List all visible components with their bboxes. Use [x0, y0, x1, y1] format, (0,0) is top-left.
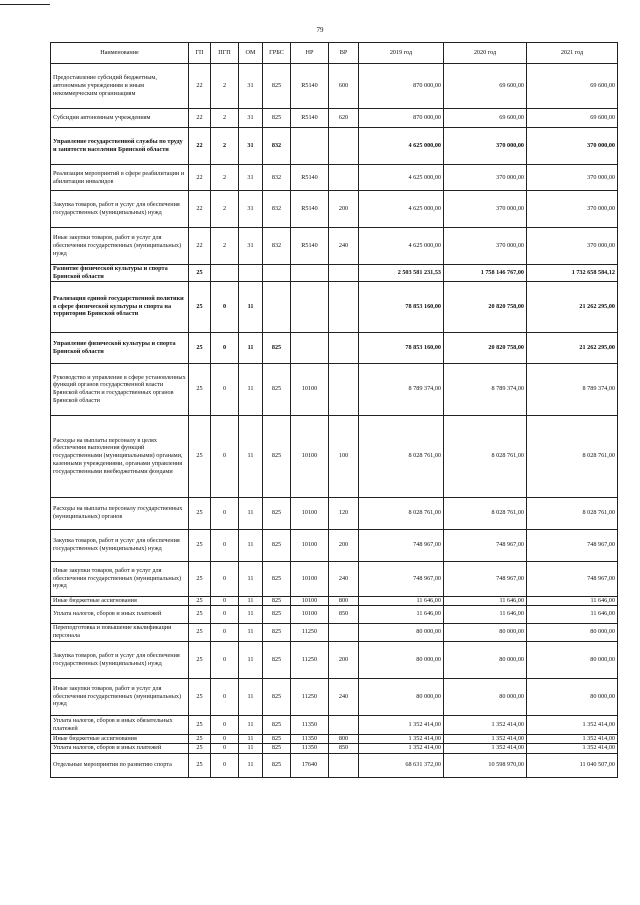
cell-om: 11	[239, 363, 263, 415]
cell-name: Иные закупки товаров, работ и услуг для обеспечения государственных (муниципальных) нужд	[51, 678, 189, 715]
cell-name: Управление физической культуры и спорта Брянской области	[51, 332, 189, 363]
cell-gp: 25	[189, 605, 211, 623]
cell-pgp: 0	[211, 596, 239, 605]
header-grbs: ГРБС	[263, 43, 291, 64]
cell-year-2019: 11 646,00	[359, 596, 444, 605]
cell-grbs: 832	[263, 228, 291, 265]
cell-pgp: 0	[211, 678, 239, 715]
corner-rule	[0, 4, 50, 5]
cell-grbs: 825	[263, 109, 291, 128]
cell-year-2021: 69 600,00	[527, 64, 618, 109]
cell-year-2019: 4 625 000,00	[359, 128, 444, 165]
cell-nr: 11350	[291, 734, 329, 743]
cell-pgp: 0	[211, 415, 239, 497]
cell-name: Предоставление субсидий бюджетным, автономным учреждениям и иным некоммерческим организациям	[51, 64, 189, 109]
cell-year-2020: 11 646,00	[444, 605, 527, 623]
cell-grbs	[263, 265, 291, 282]
cell-gp: 25	[189, 363, 211, 415]
cell-nr: 11250	[291, 623, 329, 641]
cell-grbs: 825	[263, 678, 291, 715]
cell-year-2019: 4 625 000,00	[359, 165, 444, 191]
cell-year-2020: 1 352 414,00	[444, 715, 527, 734]
header-name: Наименование	[51, 43, 189, 64]
cell-grbs	[263, 281, 291, 332]
cell-vr	[329, 332, 359, 363]
cell-nr: 10100	[291, 529, 329, 561]
cell-pgp: 0	[211, 753, 239, 777]
cell-pgp: 0	[211, 281, 239, 332]
cell-year-2020: 80 000,00	[444, 678, 527, 715]
cell-year-2020: 8 028 761,00	[444, 497, 527, 529]
cell-year-2021: 370 000,00	[527, 128, 618, 165]
cell-year-2019: 870 000,00	[359, 64, 444, 109]
cell-pgp: 0	[211, 561, 239, 596]
cell-name: Субсидии автономным учреждениям	[51, 109, 189, 128]
cell-pgp: 0	[211, 529, 239, 561]
cell-year-2021: 8 028 761,00	[527, 415, 618, 497]
cell-year-2019: 1 352 414,00	[359, 734, 444, 743]
cell-om: 31	[239, 64, 263, 109]
cell-year-2021: 80 000,00	[527, 623, 618, 641]
cell-year-2021: 69 600,00	[527, 109, 618, 128]
cell-year-2021: 1 732 658 584,12	[527, 265, 618, 282]
cell-year-2020: 370 000,00	[444, 128, 527, 165]
cell-year-2020: 370 000,00	[444, 191, 527, 228]
cell-om: 11	[239, 561, 263, 596]
cell-year-2019: 748 967,00	[359, 561, 444, 596]
cell-pgp: 0	[211, 623, 239, 641]
cell-nr: 10100	[291, 415, 329, 497]
cell-nr: 10100	[291, 605, 329, 623]
cell-name: Управление государственной службы по труду и занятости населения Брянской области	[51, 128, 189, 165]
cell-year-2020: 1 352 414,00	[444, 743, 527, 753]
cell-pgp: 0	[211, 641, 239, 678]
cell-vr: 850	[329, 743, 359, 753]
cell-pgp: 2	[211, 228, 239, 265]
header-om: ОМ	[239, 43, 263, 64]
cell-pgp: 0	[211, 734, 239, 743]
cell-grbs: 832	[263, 165, 291, 191]
cell-vr: 200	[329, 529, 359, 561]
cell-nr: 11350	[291, 715, 329, 734]
cell-name: Отдельные мероприятия по развитию спорта	[51, 753, 189, 777]
cell-year-2019: 8 028 761,00	[359, 415, 444, 497]
cell-grbs: 825	[263, 605, 291, 623]
cell-grbs: 825	[263, 596, 291, 605]
cell-pgp: 0	[211, 605, 239, 623]
cell-grbs: 825	[263, 561, 291, 596]
cell-year-2020: 8 789 374,00	[444, 363, 527, 415]
cell-vr: 620	[329, 109, 359, 128]
cell-gp: 25	[189, 561, 211, 596]
cell-pgp: 2	[211, 165, 239, 191]
cell-pgp: 0	[211, 743, 239, 753]
cell-grbs: 832	[263, 128, 291, 165]
cell-gp: 25	[189, 678, 211, 715]
cell-year-2019: 1 352 414,00	[359, 743, 444, 753]
cell-om: 31	[239, 109, 263, 128]
cell-year-2020: 1 352 414,00	[444, 734, 527, 743]
table-row	[51, 165, 618, 191]
cell-grbs: 825	[263, 715, 291, 734]
cell-gp: 25	[189, 281, 211, 332]
cell-gp: 22	[189, 191, 211, 228]
cell-nr	[291, 332, 329, 363]
table-row	[51, 191, 618, 228]
cell-name: Уплата налогов, сборов и иных платежей	[51, 605, 189, 623]
cell-name: Закупка товаров, работ и услуг для обеспечения государственных (муниципальных) нужд	[51, 191, 189, 228]
cell-name: Реализация единой государственной политики в сфере физической культуры и спорта на территории Брянской области	[51, 281, 189, 332]
cell-year-2020: 10 598 970,00	[444, 753, 527, 777]
cell-om: 11	[239, 497, 263, 529]
cell-year-2021: 1 352 414,00	[527, 734, 618, 743]
cell-name: Расходы на выплаты персоналу в целях обеспечения выполнения функций государственными (муниципальными) органами, казенными учреждениями, органами управления государственными внебюджетными фондами	[51, 415, 189, 497]
cell-pgp: 2	[211, 109, 239, 128]
cell-vr	[329, 753, 359, 777]
cell-year-2020: 370 000,00	[444, 165, 527, 191]
cell-om: 31	[239, 165, 263, 191]
cell-year-2020: 20 820 758,00	[444, 281, 527, 332]
cell-gp: 22	[189, 64, 211, 109]
cell-name: Иные закупки товаров, работ и услуг для обеспечения государственных (муниципальных) нужд	[51, 228, 189, 265]
cell-name: Иные закупки товаров, работ и услуг для обеспечения государственных (муниципальных) нужд	[51, 561, 189, 596]
cell-om	[239, 265, 263, 282]
table-row	[51, 265, 618, 282]
cell-year-2021: 370 000,00	[527, 228, 618, 265]
cell-om: 11	[239, 743, 263, 753]
table-row	[51, 109, 618, 128]
cell-om: 11	[239, 281, 263, 332]
table-row	[51, 734, 618, 743]
cell-nr: 10100	[291, 561, 329, 596]
cell-vr: 240	[329, 561, 359, 596]
cell-year-2019: 80 000,00	[359, 623, 444, 641]
cell-year-2021: 370 000,00	[527, 165, 618, 191]
budget-table	[50, 42, 618, 778]
cell-grbs: 825	[263, 641, 291, 678]
cell-nr	[291, 265, 329, 282]
cell-pgp: 0	[211, 497, 239, 529]
cell-year-2019: 78 853 160,00	[359, 281, 444, 332]
cell-year-2021: 21 262 295,00	[527, 332, 618, 363]
cell-nr: R5140	[291, 191, 329, 228]
table-row	[51, 715, 618, 734]
table-row	[51, 623, 618, 641]
cell-gp: 25	[189, 497, 211, 529]
cell-year-2019: 4 625 000,00	[359, 191, 444, 228]
cell-year-2019: 11 646,00	[359, 605, 444, 623]
table-row	[51, 228, 618, 265]
header-vr: ВР	[329, 43, 359, 64]
cell-year-2021: 11 646,00	[527, 596, 618, 605]
cell-grbs: 825	[263, 497, 291, 529]
header-pgp: ПГП	[211, 43, 239, 64]
cell-year-2020: 748 967,00	[444, 529, 527, 561]
cell-vr: 850	[329, 605, 359, 623]
cell-vr	[329, 281, 359, 332]
header-row	[51, 43, 618, 64]
cell-year-2019: 8 789 374,00	[359, 363, 444, 415]
cell-gp: 25	[189, 623, 211, 641]
cell-grbs: 825	[263, 753, 291, 777]
cell-name: Иные бюджетные ассигнования	[51, 596, 189, 605]
table-row	[51, 415, 618, 497]
table-row	[51, 64, 618, 109]
cell-year-2020: 8 028 761,00	[444, 415, 527, 497]
cell-year-2020: 11 646,00	[444, 596, 527, 605]
cell-name: Руководство и управление в сфере установленных функций органов государственной власти Брянской области и государственных органов Брянской области	[51, 363, 189, 415]
cell-om: 11	[239, 641, 263, 678]
cell-gp: 25	[189, 743, 211, 753]
cell-year-2020: 69 600,00	[444, 109, 527, 128]
cell-grbs: 825	[263, 415, 291, 497]
table-row	[51, 497, 618, 529]
cell-vr: 800	[329, 596, 359, 605]
cell-pgp: 2	[211, 128, 239, 165]
cell-vr	[329, 715, 359, 734]
cell-year-2020: 80 000,00	[444, 641, 527, 678]
table-row	[51, 281, 618, 332]
table-row	[51, 743, 618, 753]
cell-name: Закупка товаров, работ и услуг для обеспечения государственных (муниципальных) нужд	[51, 641, 189, 678]
cell-name: Реализация мероприятий в сфере реабилитации и абилитации инвалидов	[51, 165, 189, 191]
cell-vr: 240	[329, 228, 359, 265]
cell-nr: R5140	[291, 109, 329, 128]
table-row	[51, 561, 618, 596]
cell-year-2019: 8 028 761,00	[359, 497, 444, 529]
cell-year-2021: 11 040 507,00	[527, 753, 618, 777]
cell-pgp: 0	[211, 332, 239, 363]
cell-nr	[291, 281, 329, 332]
cell-vr: 120	[329, 497, 359, 529]
cell-pgp: 0	[211, 715, 239, 734]
cell-gp: 22	[189, 228, 211, 265]
cell-om: 11	[239, 596, 263, 605]
cell-year-2019: 748 967,00	[359, 529, 444, 561]
table-row	[51, 332, 618, 363]
cell-year-2019: 1 352 414,00	[359, 715, 444, 734]
cell-nr: R5140	[291, 228, 329, 265]
cell-vr	[329, 265, 359, 282]
cell-name: Расходы на выплаты персоналу государственных (муниципальных) органов	[51, 497, 189, 529]
cell-pgp	[211, 265, 239, 282]
cell-year-2021: 8 789 374,00	[527, 363, 618, 415]
cell-year-2019: 4 625 000,00	[359, 228, 444, 265]
cell-nr: 10100	[291, 363, 329, 415]
table-row	[51, 363, 618, 415]
cell-nr: 10100	[291, 596, 329, 605]
cell-pgp: 2	[211, 64, 239, 109]
cell-om: 31	[239, 191, 263, 228]
cell-year-2021: 11 646,00	[527, 605, 618, 623]
cell-year-2021: 8 028 761,00	[527, 497, 618, 529]
cell-gp: 25	[189, 265, 211, 282]
cell-pgp: 2	[211, 191, 239, 228]
cell-vr: 600	[329, 64, 359, 109]
cell-year-2020: 69 600,00	[444, 64, 527, 109]
cell-year-2019: 870 000,00	[359, 109, 444, 128]
cell-name: Иные бюджетные ассигнования	[51, 734, 189, 743]
cell-year-2021: 80 000,00	[527, 678, 618, 715]
cell-om: 11	[239, 753, 263, 777]
cell-grbs: 825	[263, 363, 291, 415]
cell-grbs: 825	[263, 623, 291, 641]
cell-vr	[329, 363, 359, 415]
cell-year-2019: 78 853 160,00	[359, 332, 444, 363]
cell-grbs: 825	[263, 529, 291, 561]
cell-year-2021: 370 000,00	[527, 191, 618, 228]
cell-grbs: 825	[263, 64, 291, 109]
cell-om: 11	[239, 678, 263, 715]
header-2019: 2019 год	[359, 43, 444, 64]
cell-nr: 11350	[291, 743, 329, 753]
cell-gp: 22	[189, 109, 211, 128]
cell-nr: 11250	[291, 678, 329, 715]
cell-vr: 200	[329, 641, 359, 678]
header-nr: НР	[291, 43, 329, 64]
cell-year-2019: 68 631 372,00	[359, 753, 444, 777]
cell-vr: 240	[329, 678, 359, 715]
table-row	[51, 678, 618, 715]
cell-name: Развитие физической культуры и спорта Брянской области	[51, 265, 189, 282]
cell-om: 11	[239, 332, 263, 363]
cell-grbs: 832	[263, 191, 291, 228]
cell-year-2021: 21 262 295,00	[527, 281, 618, 332]
cell-om: 11	[239, 734, 263, 743]
cell-year-2021: 1 352 414,00	[527, 743, 618, 753]
header-gp: ГП	[189, 43, 211, 64]
cell-gp: 22	[189, 165, 211, 191]
cell-gp: 25	[189, 715, 211, 734]
cell-year-2020: 1 758 146 767,00	[444, 265, 527, 282]
cell-gp: 22	[189, 128, 211, 165]
cell-nr	[291, 128, 329, 165]
cell-name: Уплата налогов, сборов и иных платежей	[51, 743, 189, 753]
cell-gp: 25	[189, 753, 211, 777]
cell-om: 11	[239, 623, 263, 641]
cell-om: 11	[239, 415, 263, 497]
cell-grbs: 825	[263, 743, 291, 753]
cell-year-2021: 748 967,00	[527, 561, 618, 596]
cell-year-2019: 80 000,00	[359, 678, 444, 715]
cell-pgp: 0	[211, 363, 239, 415]
cell-gp: 25	[189, 641, 211, 678]
cell-year-2019: 2 503 581 231,53	[359, 265, 444, 282]
cell-year-2020: 80 000,00	[444, 623, 527, 641]
cell-vr	[329, 623, 359, 641]
header-2021: 2021 год	[527, 43, 618, 64]
cell-year-2021: 80 000,00	[527, 641, 618, 678]
cell-gp: 25	[189, 415, 211, 497]
cell-vr: 200	[329, 191, 359, 228]
cell-name: Уплата налогов, сборов и иных обязательных платежей	[51, 715, 189, 734]
cell-gp: 25	[189, 734, 211, 743]
cell-gp: 25	[189, 332, 211, 363]
cell-om: 31	[239, 128, 263, 165]
cell-name: Переподготовка и повышение квалификации персонала	[51, 623, 189, 641]
table-row	[51, 529, 618, 561]
cell-om: 11	[239, 715, 263, 734]
cell-nr: R5140	[291, 165, 329, 191]
cell-vr	[329, 165, 359, 191]
table-row	[51, 753, 618, 777]
cell-om: 31	[239, 228, 263, 265]
header-2020: 2020 год	[444, 43, 527, 64]
page-number: 79	[316, 26, 324, 34]
cell-nr: 11250	[291, 641, 329, 678]
cell-year-2020: 20 820 758,00	[444, 332, 527, 363]
cell-year-2021: 748 967,00	[527, 529, 618, 561]
cell-nr: 10100	[291, 497, 329, 529]
cell-gp: 25	[189, 596, 211, 605]
cell-nr: 17640	[291, 753, 329, 777]
cell-om: 11	[239, 605, 263, 623]
cell-vr: 100	[329, 415, 359, 497]
cell-nr: R5140	[291, 64, 329, 109]
table-row	[51, 605, 618, 623]
cell-vr: 800	[329, 734, 359, 743]
cell-vr	[329, 128, 359, 165]
cell-year-2020: 748 967,00	[444, 561, 527, 596]
cell-year-2021: 1 352 414,00	[527, 715, 618, 734]
cell-year-2020: 370 000,00	[444, 228, 527, 265]
cell-om: 11	[239, 529, 263, 561]
cell-gp: 25	[189, 529, 211, 561]
table-row	[51, 641, 618, 678]
table-row	[51, 128, 618, 165]
cell-name: Закупка товаров, работ и услуг для обеспечения государственных (муниципальных) нужд	[51, 529, 189, 561]
table-row	[51, 596, 618, 605]
cell-grbs: 825	[263, 734, 291, 743]
cell-grbs: 825	[263, 332, 291, 363]
cell-year-2019: 80 000,00	[359, 641, 444, 678]
